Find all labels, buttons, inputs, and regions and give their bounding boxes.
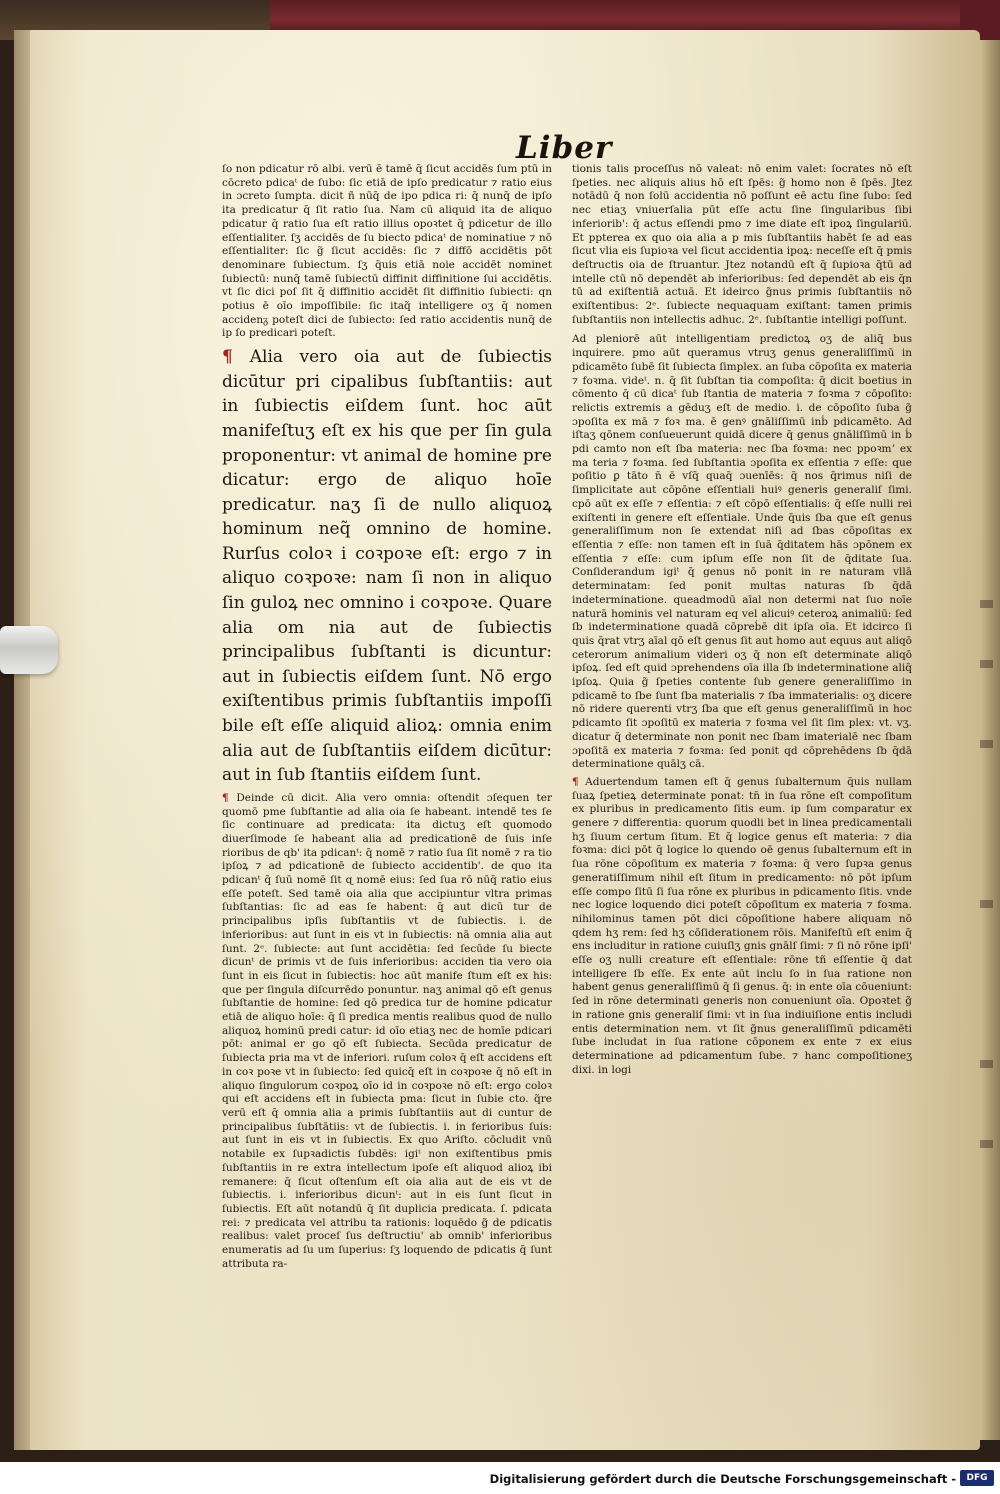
commentary-top: ſo non pdicatur rō albi. verū ē tamē q̄ ſicut accidēs ſum ptū in cōcreto pdicaᵗ de ſubo: ſic etiā de ipſo predicatur ⁊ ratio eius in ɔcreto ſumpta. dicit ñ nūq̄ de ipo pdica ri: q̄ nunq̄ de ipſo ita predicatur q̄ ſit ratio ſua. Nam cū aliquid ita de aliquo pdicatur q̄ ratio ſua eſt ratio illius opoꝛtet q̄ pdicetur de illo eſſentialiter. ſʒ accidēs de ſu biecto pdicaᵗ de nominatiue ⁊ nō eſſentialiter: ſic g̃ ſicut accidēs: ſic ⁊ diffō accidētis pōt denominare ſubiectum. ſʒ q̄uis etiā noie accidēt nominet ſubiectū: nunq̄ tamē ſubiectū diffinit diffinitione ſui accidētis. vt ſic dici poſ ſit q̄ diffinitio accidēt ſit diffinitio ſubiecti: qn potius ē oīo impoſſibile: ſic itaq̃ intelligere oʒ q̄ nomen accidenᵹ poteſt dici de ſubiecto: ſed ratio accidentis nunq̄ de ip ſo predicari poteſt.	[222, 163, 552, 340]
footer-bar	[0, 1462, 1000, 1494]
right-column	[572, 163, 912, 1077]
commentary-main-body: Deinde cū dicit. Alia vero omnia: oſtendit ɔſequen ter quomō pme ſubſtantie ad alia oia ſe habeant. intendē tes ſe ſic continuare ad predicata: ita dictuʒ eſt quomodo diuerſimode ſe habeant alia ad predicationē de ſuis inſe rioribus de qb' ita pdicanᵗ: q̄ nomē ⁊ ratio ſua ſit nomē ⁊ ra tio ipſoꝝ ⁊ ad pdicationē de ſubiecto accidentib'. de quo ita pdicanᵗ q̄ ſuū nomē ſit ɋ nomē eius: ſed ſua rō nūq̄ ratio eius eſſe poteſt. Sed tamē oia alia que accipiuntur vltra primas ſubſtantias: ſic ad eas ſe habent: q̄ aut dicū tur de principalibus ipſis ſubſtantiis vt de ſubiectis. i. de inferioribus: aut ſunt in eis vt in ſubiectis: nā omnia alia aut ſunt. 2ᵉ. ſubiecte: aut ſunt accidētia: ſed ſecūde ſu biecte dicunᵗ de primis vt de ſuis inferioribus: acciden tia vero oia ſunt in eis ſicut in ſubiectis: hoc aūt manife ſtum eſt ex his: que per ſingula diſcurrēdo ponuntur. naʒ animal qō eſt genus ſubſtantie de homine: ſed qō predica tur de homine pdicatur etiā de aliquo hoīe: q̄ ſi predica mentis realibus quod de nullo aliquoꝝ hominū predi catur: id oīo etiaʒ nec de homīe pdicari pōt: animal er go qō eſt ſubiecta. Secūda predicatur de ſubiecta pria ma vt de inferiori. ruſum coloꝛ q̄ eſt accidens eſt in coꝛ poꝛe vt in ſubiecto: ſed quicq̄ eſt in coꝛpoꝛe q̄ nō eſt in aliquo ſingulorum coꝛpoꝝ oīo id in coꝛpoꝛe nō eſt: ergo coloꝛ qui eſt accidens eſt in ſubiecta pma: ſicut in ſubie cto. q̃re verū eſt q̄ omnia alia a primis ſubſtantiis aut di cuntur de principalibus ſubſtātiis: vt de ſubiectis. i. in ferioribus ſuis: aut ſunt in eis vt in ſubiectis. Ex quo Ariſto. cōcludit vnū notabile ex ſupꝛadictis ſubdēs: igiᵗ non exiſtentibus pmis ſubſtantiis in re extra intellectum ipoſe eſt aliquod alioꝝ ibi remanere: q̄ ſicut oſtenſum eſt oia alia aut de eis vt de ſubiectis. i. inferioribus dicunᵗ: aut in eis ſunt ſicut in ſubiectis. Eſt aūt notandū q̄ ſit duplicia predicata. ſ. pdicata rei: ⁊ predicata vel attribu ta rationis: loquēdo g̃ de pdicatis realibus: valet proceſ ſus deſtructiu' ab omnib' inferioribus enumeratis ad ſu um ſuperius: ſʒ loquendo de pdicatis q̄ ſunt attributa ra-	[222, 791, 552, 1270]
aristotle-text	[222, 345, 552, 788]
paragraph-mark: ¶	[572, 775, 586, 788]
aristotle-text-body: Alia vero oia aut de ſubiectis dicūtur pri cipalibus ſubſtantiis: aut in ſubiectis eiſdem ſunt. hoc aūt manifeſtuʒ eſt ex his que per ſin gula proponentur: vt animal de homine pre dicatur: ergo de aliquo hoīe predicatur. naʒ ſi de nullo aliquoꝝ hominum neq̃ omnino de homine. Rurſus coloꝛ i coꝛpoꝛe eſt: ergo ⁊ in aliquo coꝛpoꝛe: nam ſi non in aliquo ſin guloꝝ nec omnino i coꝛpoꝛe. Quare alia om nia aut de ſubiectis principalibus ſubſtanti is dicuntur: aut in ſubiectis eiſdem ſunt. Nō ergo exiſtentibus primis ſubſtantiis impoſſi bile eſt eſſe aliquid alioꝝ: omnia enim alia aut de ſubſtantiis eiſdem dicūtur: aut in ſub ſtantiis eiſdem ſunt.	[222, 347, 553, 786]
running-head: Liber	[516, 130, 613, 166]
commentary-main	[222, 792, 552, 1272]
right-paragraph-1: tionis talis proceſſus nō valeat: nō enim valet: ſocrates nō eſt ſpeties. nec aliquis alius hō eſt ſpēs: g̃ homo non ē ſpēs. Jtez notādū q̄ non ſolū accidentia nō poſſunt eē actu ſine ſubo: ſed nec etiaʒ vniuerſalia pūt eſſe actu ſine ſingularibus ſibi inferiorib': q̄ actus eſſendi pmo ⁊ ime diate eſt ipoꝝ ſingulariū. Et pptereа ex quo oia alia a p mis ſubſtantiis habēt ſe ad eas ſicut vlia eis ſupioꝛa vel ſicut accidentia ipoꝝ: neceſſe eſt q̄ pmis deſtructis oia de ſtruantur. Jtez notandū eſt q̄ ſupioꝛa q̄tū ad intelle ctū nō dependēt ab inferioribus: ſed dependēt ab eis q̄n tū ad exiſtentiā actuā. Et ideirco g̃nus primis ſubſtantiis nō exiſtentibus: 2ᵉ. ſubiecte nequaquam exiſtant: tamen primis ſubſtantiis non intellectis adhuc. 2ᵉ. ſubſtantie intelligi poſſunt.	[572, 163, 912, 326]
right-ad-plenior: Ad pleniorē aūt intelligentiam predictoꝝ oʒ de aliq̄ bus inquirere. pmo aūt queramus vtruʒ genus generaliſſimū in pdicamēto ſubē ſit ſubiecta ſimplex. an ſuba cōpoſita ex materia ⁊ foꝛma. videᵗ. n. q̄ ſit ſubſtan tia compoſita: q̄ dicit boetius in cōmento q̄ cū dicaᵗ ſub ſtantia de materia ⁊ foꝛma ⁊ cōpoſito: relictis extremis a gēduʒ eſt de medio. i. de cōpoſito ſuba g̃ ɔpoſita ex mā ⁊ foꝛ ma. ē genꝰ gnāliſſimū inḃ pdicamēto. Ad iſtaʒ qōnem conſueuerunt quidā dicere q̄ genus gnāliſſimū in ḃ pdi camto non eſt ſba materia: nec ſba foꝛma: nec ppoꝛmʼ ex ma teria ⁊ foꝛma. ſed ſubſtantia ɔpoſita ex eſſentia ⁊ eſſe: que poſitio ꝑ tāto n̄ ē vſq̄ quaq̄ ɔuenīēs: q̄ nos q̄rimus niſi de ſimplicitate aut cōpōne eſſentiali huiꝰ generis generaliſ ſimi. cpō aūt ex eſſe ⁊ eſſentia: ⁊ eſt cōpō eſſentialis: q̄ eſſe nulli rei exiſtenti in genere eſt eſſentiale. Unde q̄uis ſba que eſt genus generaliſſimum non ſe extendat niſi ad ſbas cōpoſitas ex eſſentia ⁊ eſſe: non tamen eſt in ſuā q̄ditatem hās ɔpōnem ex eſſentia ⁊ eſſe: cum ipſum eſſe non ſit de q̄ditate ſua. Conſiderandum igiᵗ q̄ genus nō ponit in re naturam vllā determinatam: ſed ponit multas naturas ſb q̄dā indeterminatione. queadmodū aīal non determi nat ſuo noīe naturā hominis vel naturam eq vel alicuiꝰ ceteroꝝ animaliū: ſed ſb indeterminatione quadā cōpreḃē dit ipſa oīa. Et idcirco ſi quis q̄rat vtrʒ aīal qō eſt genus ſit aut homo aut equus aut aliqō ceterorum animalium videri oʒ q̄ non eſt determinate aliqō ipſoꝝ. ſed eſt quid ɔprehendens oīa illa ſb indeterminatione aliq̄ ipſoꝝ. Quia g̃ ſpeties contente ſub genere generaliſſimo in pdicamē to ſbe ſunt ſba materialis ⁊ ſba immaterialis: oʒ dicere nō ridere querenti vtrʒ ſba que eſt genus generaliſſimū in hoc pdicamto ſit ɔpoſitū ex materia ⁊ foꝛma vel ſit ſim plex: vt. vʒ. dicatur q̄ determinate non ponit nec ſbam imaterialē nec ſbam ɔpoſitā ex materia ⁊ foꝛma: ſed ponit qd cōprehēdens ſb q̄dā determinatione quālʒ cā.	[572, 333, 912, 771]
right-paragraph-3	[572, 776, 912, 1077]
page-clip	[0, 626, 58, 674]
dfg-logo: DFG	[960, 1470, 994, 1486]
book-binding-red	[270, 0, 970, 34]
paragraph-mark: ¶	[222, 347, 250, 368]
digitization-note: Digitalisierung gefördert durch die Deutsche Forschungsgemeinschaft -	[489, 1472, 956, 1486]
right-paragraph-3-body: Aduertendum tamen eſt q̄ genus ſubalternum q̄uis nullam ſuaꝝ ſpetieꝝ determinate ponat: tn̄ in ſua rōne eſt compoſitum ex pluribus in predicamento ſitis eum. ip ſum comparatur ex genere ⁊ differentia: quorum quodli bet in linea predicamentali hʒ ſiuum certum ſitum. Et q̄ logice genus eſt materia: ⁊ dia foꝛma: dici pōt q̄ logice lo quendo oē genus ſubalternum eſt in ſua rōne cōpoſitum ex materia ⁊ foꝛma: q̄ vero ſupꝛa genus generatiſſimum nihil eſt ſitum in predicamento: nō pōt ipſum eſſe compo ſitū ſi ſua rōne ex pluribus in pdicamento ſitis. vnde nec logice loquendo dici poteſt cōpoſitum ex materia ⁊ foꝛma. nihilominus tamen pōt dici cōpoſitione habere aliquam nō qdem hʒ rem: ſed hʒ cōſiderationem rōis. Manifeſtū eſt enim q̄ ens includitur in ratione cuiuſlʒ gnis gnālſ ſimi: ⁊ ſi nō rōne ipſi' eſſe oʒ nulli creature eſt eſſentiale: rōne tñ eſſentie q̄ dat intelligere ſb eſſe. Ex ente aūt inclu ſo in ſua ratione non habent genus generaliſſimū q̄ ſi genus. q̄: in ente oīa cōueniunt: ſed in rōne determinati generis non conueniunt oīa. Opoꝛtet g̃ in ratione gnis generaliſ ſimi: vt in ſua indiuiſione entis includi entis determination nem. vt ſit g̃nus generaliſſimū pdicamēti ſube includat in ſua ratione cōponem ex ente ⁊ ex eius determinatione ad pdicamentum ſube. ⁊ hanc compoſitioneʒ dixi. in logi	[572, 775, 912, 1076]
paragraph-mark: ¶	[222, 791, 237, 804]
left-column	[222, 163, 552, 1271]
